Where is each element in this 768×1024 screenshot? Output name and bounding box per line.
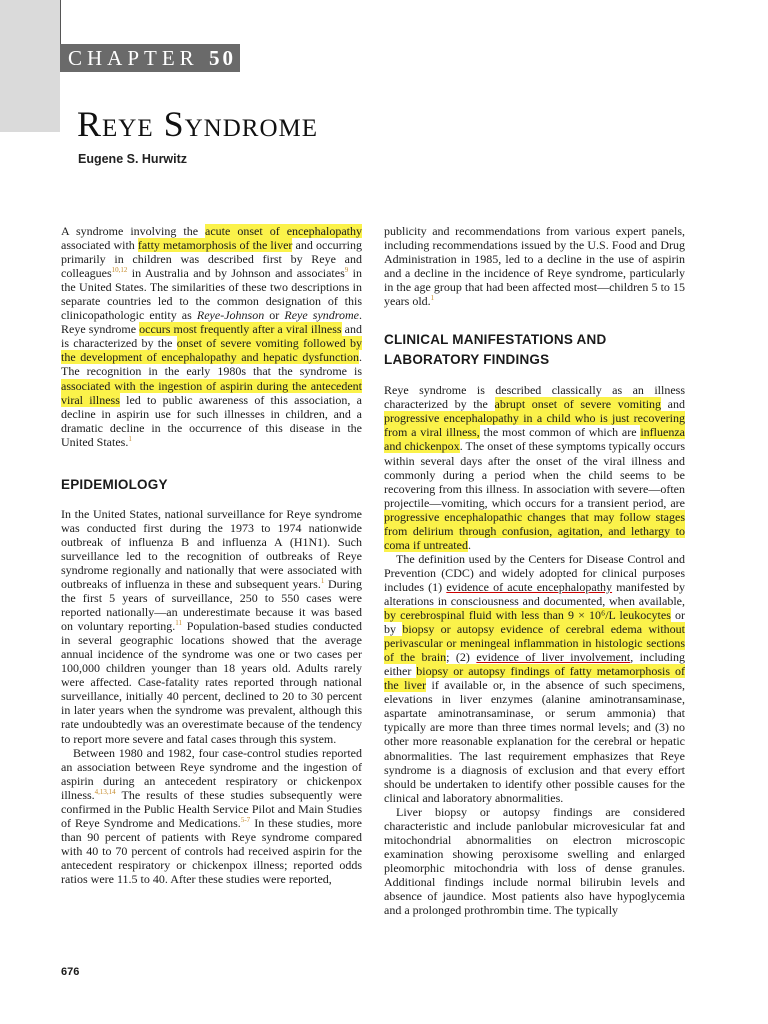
chapter-word: CHAPTER [68, 46, 199, 70]
highlight: associated with the ingestion of aspirin during the antecedent viral illness [61, 378, 362, 407]
highlight: biopsy or autopsy evidence of cerebral edema without perivascular or meningeal inflammation in histologic sections of the brain [384, 622, 686, 665]
highlight: influenza and chickenpox [384, 425, 685, 454]
citation: 10,12 [111, 266, 128, 275]
highlight: progressive encephalopathic changes that may follow stages from delirium through confusion, agitation, and lethargy to coma if untreated [384, 509, 685, 552]
citation: 11 [175, 619, 183, 628]
clinical-paragraph-3: Liver biopsy or autopsy findings are considered characteristic and include panlobular microvesicular fat and mitochondrial abnormalities on electron microscopic examination showing peroxisome swelling and enlarged pleomorphic mitochondria with loss of dense granules. Additional findings include normal bilirubin levels and absence of jaundice. Most patients also have hypoglycemia and a prolonged prothrombin time. The typically [384, 804, 685, 918]
chapter-number: 50 [208, 46, 236, 70]
underline-annotation: evidence of liver involvement [476, 650, 631, 665]
citation: 1 [430, 294, 435, 303]
right-column [384, 224, 685, 917]
citation: 5-7 [240, 815, 251, 824]
highlight: occurs most frequently after a viral illness [139, 322, 342, 337]
chapter-gray-block [0, 0, 60, 132]
highlight: onset of severe vomiting followed by the development of encephalopathy and hepatic dysfunction [61, 336, 362, 365]
page-number: 676 [61, 966, 80, 978]
highlight: progressive encephalopathy in a child who is just recovering from a viral illness, [384, 411, 685, 440]
epidemiology-paragraph-1: In the United States, national surveillance for Reye syndrome was conducted first during the 1973 to 1974 nationwide outbreak of influenza B and influenza A (H1N1). Such surveillance led to the recognition of outbreaks of Reye syndrome regionally and nationally that were associated with outbreaks of influenza in these and subsequent years.$^1$ During the first 5 years of surveillance, 250 to 550 cases were reported nationally—an underestimate because it was based on voluntary reporting.$^{11}$ Population-based studies conducted in several geographic locations showed that the average annual incidence of the syndrome was one or two cases per 100,000 children younger than 18 years old. Adults rarely were affected. Case-fatality rates reported through national surveillance, initially 40 percent, declined to 20 to 30 percent in later years when the syndrome was prevalent, although this rate undoubtedly was an overestimate because of the tendency to report more severe and fatal cases through this system. [61, 506, 362, 746]
citation: 1 [320, 576, 325, 585]
citation: 1 [128, 434, 132, 443]
continued-paragraph: publicity and recommendations from various expert panels, including recommendations issued by the U.S. Food and Drug Administration in 1985, led to a decline in the use of aspirin and a decline in the incidence of Reye syndrome, particularly in the age group that had been affected most—children 5 to 15 years old.$^1$ [384, 224, 685, 309]
citation: 4,13,14 [94, 787, 116, 796]
highlight: fatty metamorphosis of the liver [137, 238, 293, 253]
highlight: biopsy or autopsy findings of fatty metamorphosis of the liver [384, 664, 685, 693]
highlight: acute onset of encephalopathy [205, 224, 362, 238]
chapter-rule [60, 0, 61, 46]
clinical-paragraph-1: Reye syndrome is described classically as an illness characterized by the abrupt onset of severe vomiting and progressive encephalopathy in a child who is just recovering from a viral illness, the most common of which are influenza and chickenpox. The onset of these symptoms typically occurs within several days after the onset of the viral illness and commonly during a period when the child seems to be recovering from this illness. In association with severe—often projectile—vomiting, which occurs for a transient period, are progressive encephalopathic changes that may follow stages from delirium through confusion, agitation, and lethargy to coma if untreated. [384, 383, 686, 552]
chapter-title: Reye Syndrome [77, 104, 319, 144]
section-heading-epidemiology: EPIDEMIOLOGY [61, 476, 168, 492]
left-column [61, 224, 362, 886]
epidemiology-paragraph-2: Between 1980 and 1982, four case-control studies reported an association between Reye syndrome and the ingestion of aspirin during an antecedent respiratory or chickenpox illness.$^{4,13,14}$ The results of these studies subsequently were confirmed in the Public Health Service Pilot and Main Studies of Reye Syndrome and Medications.$^{5-7}$ In these studies, more than 90 percent of patients with Reye syndrome compared with 40 to 70 percent of controls had received aspirin for the antecedent respiratory or chickenpox illness; reported odds ratios were 11.5 to 40. After these studies were reported, [61, 745, 362, 886]
underline-annotation: evidence of acute encephalopathy [446, 579, 613, 594]
author-name: Eugene S. Hurwitz [78, 152, 188, 166]
section-heading-clinical: CLINICAL MANIFESTATIONS AND LABORATORY FINDINGS [384, 332, 607, 368]
highlight: by cerebrospinal fluid with less than 9 × 10⁶/L leukocytes [384, 608, 671, 623]
intro-paragraph: A syndrome involving the acute onset of encephalopathy associated with fatty metamorphosis of the liver and occurring primarily in children was described first by Reye and colleagues$^{10,12}$ in Australia and by Johnson and associates$^9$ in the United States. The similarities of these two descriptions in separate countries led to the common designation of this clinicopathologic entity as Reye-Johnson or Reye syndrome. Reye syndrome occurs most frequently after a viral illness and is characterized by the onset of severe vomiting followed by the development of encephalopathy and hepatic dysfunction. The recognition in the early 1980s that the syndrome is associated with the ingestion of aspirin during the antecedent viral illness led to public awareness of this association, a decline in aspirin use for such illnesses in children, and a dramatic decline in the occurrence of this disease in the United States.$^1$ [61, 224, 363, 449]
citation: 9 [344, 266, 349, 275]
highlight: abrupt onset of severe vomiting [494, 397, 662, 412]
chapter-banner [60, 44, 240, 72]
clinical-paragraph-2: The definition used by the Centers for Disease Control and Prevention (CDC) and widely adopted for clinical purposes includes (1) evidence of acute encephalopathy manifested by alterations in consciousness and documented, when available, by cerebrospinal fluid with less than 9 × 10⁶/L leukocytes or by biopsy or autopsy evidence of cerebral edema without perivascular or meningeal inflammation in histologic sections of the brain; (2) evidence of liver involvement, including either biopsy or autopsy findings of fatty metamorphosis of the liver if available or, in the absence of such specimens, elevations in liver enzymes (alanine aminotransaminase, aspartate aminotransaminase, or serum ammonia) that typically are more than three times normal levels; and (3) no other more reasonable explanation for the cerebral or hepatic abnormalities. The last requirement emphasizes that Reye syndrome is a diagnosis of exclusion and that every effort should be undertaken to identify other possible causes for the clinical and laboratory abnormalities. [384, 551, 686, 805]
